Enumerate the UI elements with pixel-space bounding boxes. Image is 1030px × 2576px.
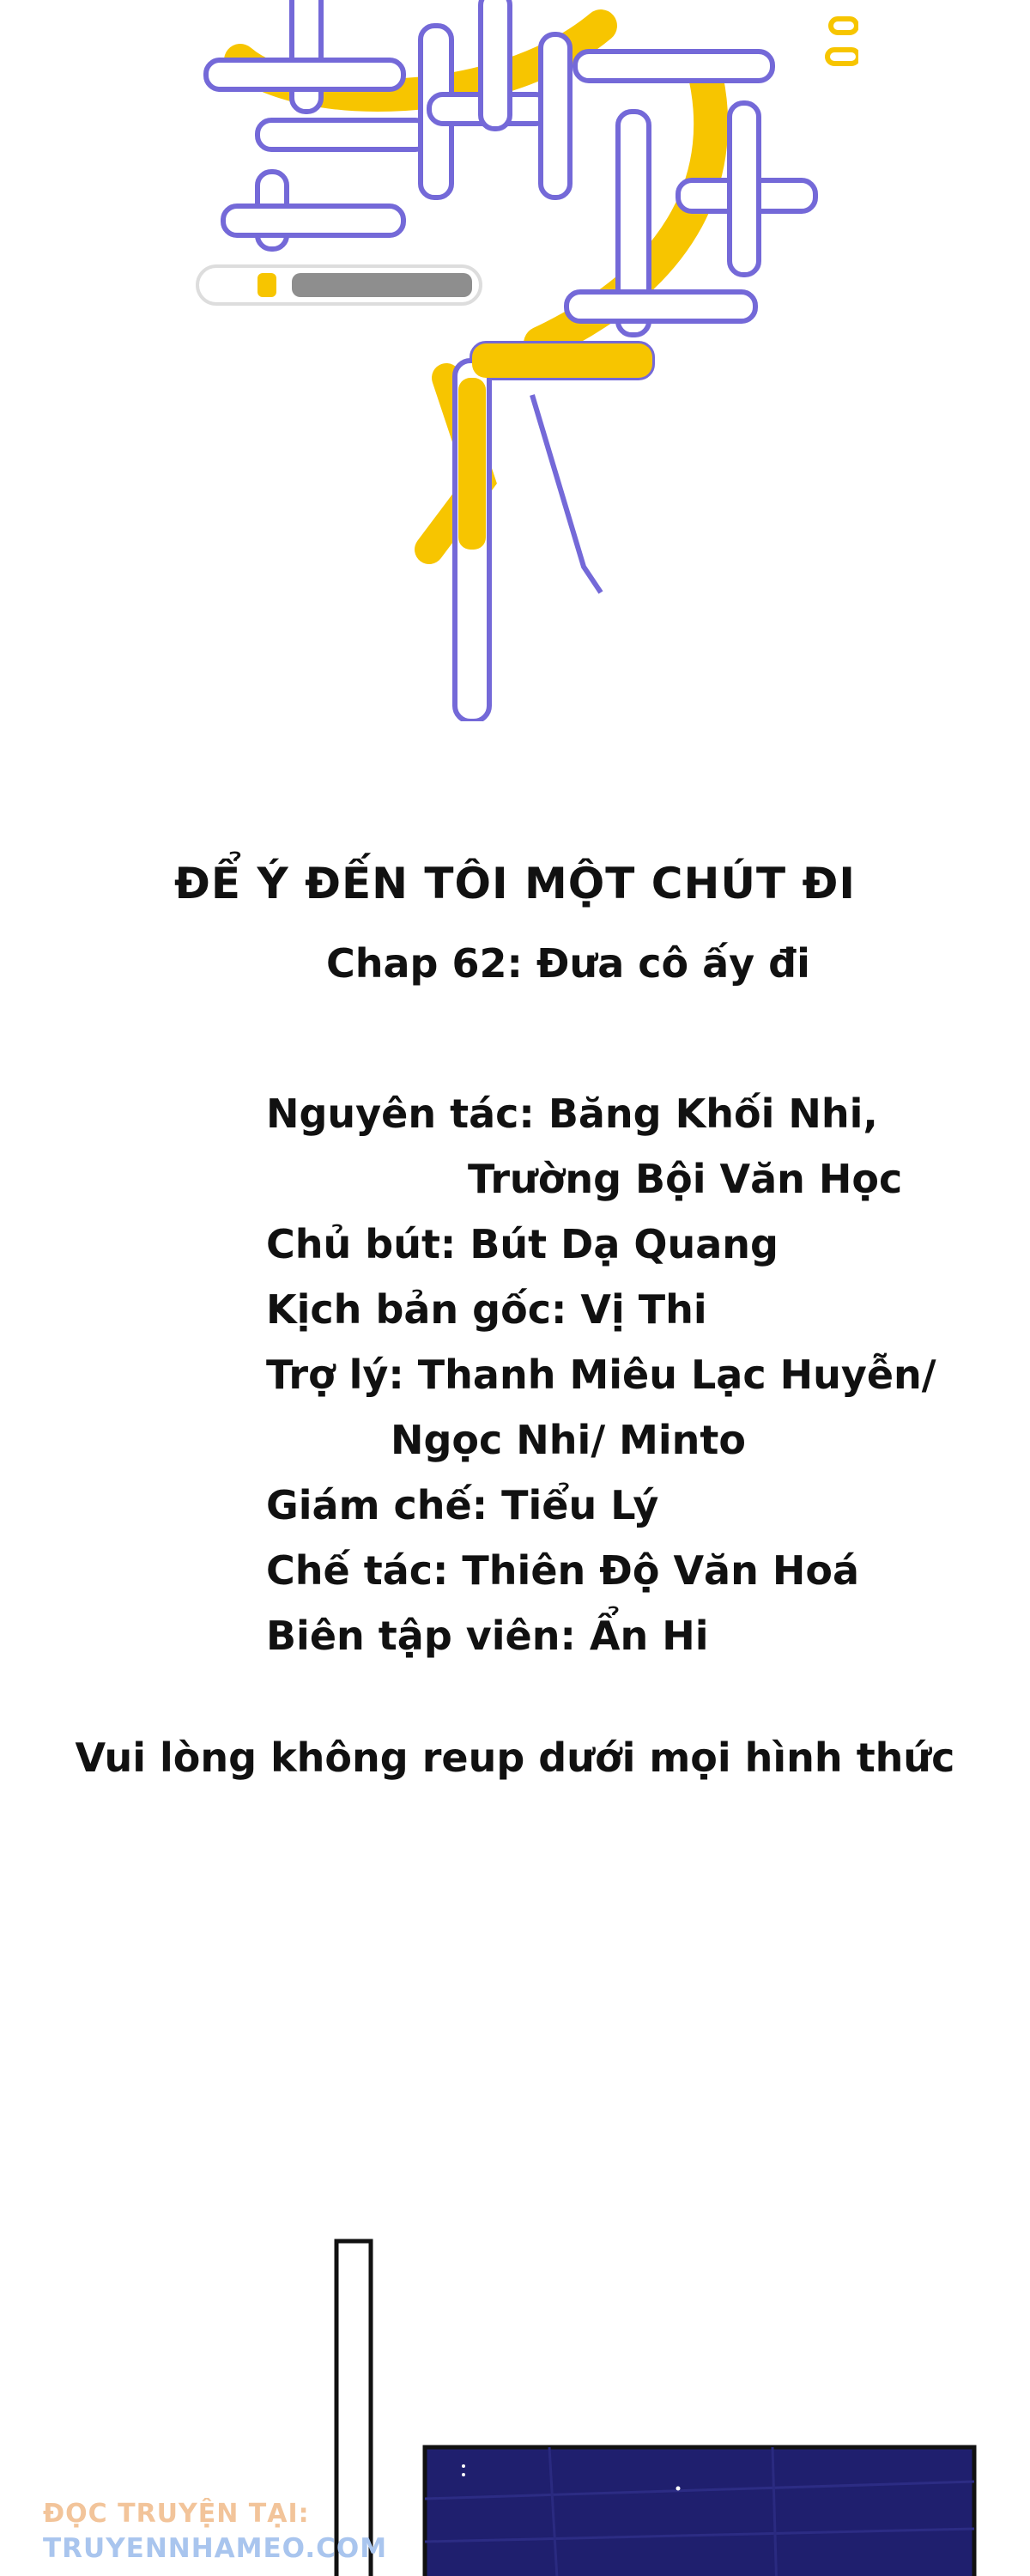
chapter-title: Chap 62: Đưa cô ấy đi <box>326 940 810 987</box>
logo-yellow-bar <box>472 343 652 378</box>
credit-assistant-cont: Ngọc Nhi/ Minto <box>391 1417 747 1463</box>
site-watermark <box>43 2497 387 2566</box>
title-logo-art <box>172 0 858 721</box>
watermark-site: TRUYENNHAMEO.COM <box>43 2533 388 2564</box>
credit-production: Chế tác: Thiên Độ Văn Hoá <box>266 1547 859 1594</box>
no-reupload-notice: Vui lòng không reup dưới mọi hình thức <box>75 1735 955 1781</box>
credit-editor: Biên tập viên: Ẩn Hi <box>266 1613 709 1659</box>
night-sky-panel <box>425 2447 974 2576</box>
credit-original-author: Nguyên tác: Băng Khối Nhi, <box>266 1091 878 1137</box>
credit-main-artist: Chủ bút: Bút Dạ Quang <box>266 1221 779 1267</box>
credit-assistant: Trợ lý: Thanh Miêu Lạc Huyễn/ <box>266 1352 936 1398</box>
series-title: ĐỂ Ý ĐẾN TÔI MỘT CHÚT ĐI <box>174 859 856 908</box>
credit-script: Kịch bản gốc: Vị Thi <box>266 1286 707 1333</box>
credit-original-author-cont: Trường Bội Văn Học <box>468 1156 903 1202</box>
logo-dash <box>831 19 857 33</box>
logo-dash <box>827 50 858 64</box>
watermark-read-at: ĐỌC TRUYỆN TẠI: <box>43 2499 310 2529</box>
logo-grey-bar <box>197 266 481 304</box>
credit-supervisor: Giám chế: Tiểu Lý <box>266 1482 659 1528</box>
logo-yellow-bar <box>458 378 486 550</box>
